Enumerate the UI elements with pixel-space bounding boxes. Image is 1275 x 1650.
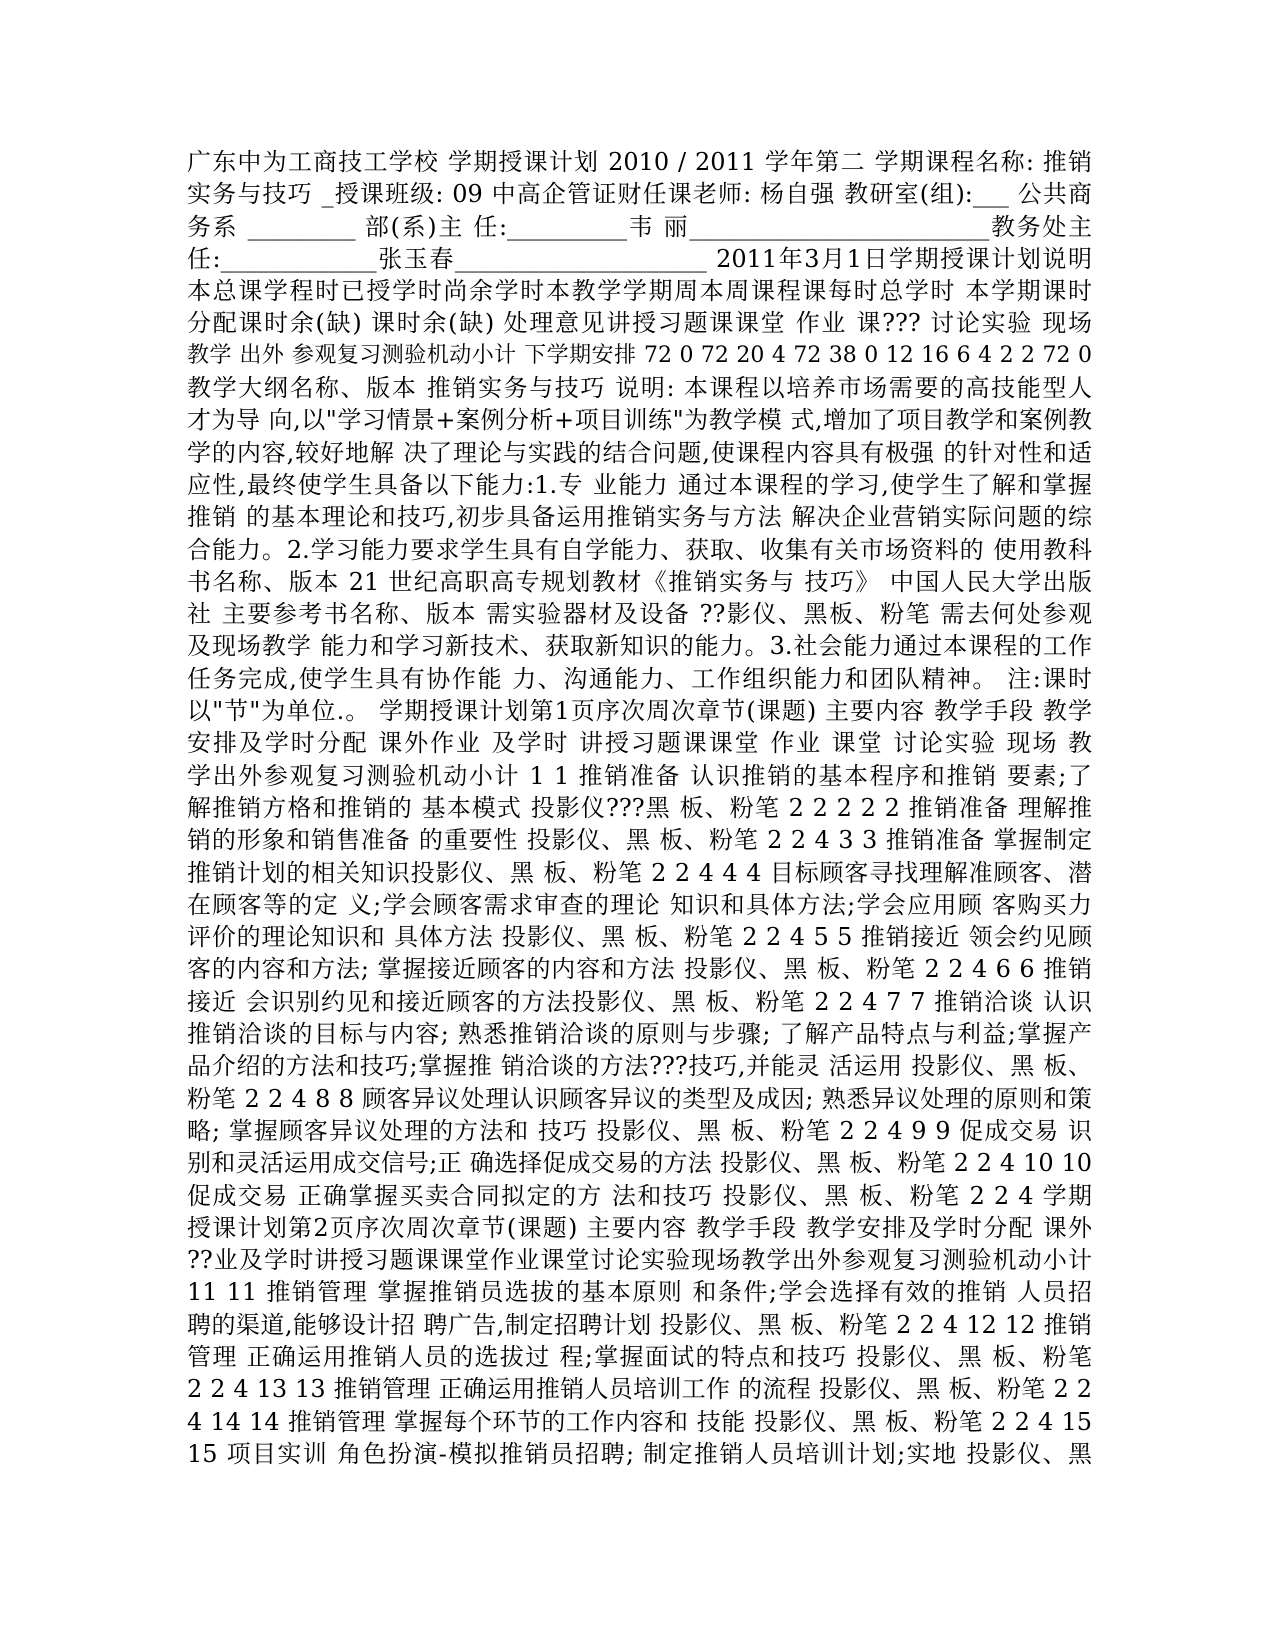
text-line: 授课计划第2页序次周次章节(课题) 主要内容 教学手段 教学安排及学时分配 课外 [187,1213,1092,1242]
text-line: 社 主要参考书名称、版本 需实验器材及设备 ??影仪、黑板、粉笔 需去何处参观 [187,600,1092,629]
text-line: 实务与技巧 _授课班级: 09 中高企管证财任课老师: 杨自强 教研室(组):___ 公共商 [187,180,1092,209]
text-line: 合能力。2.学习能力要求学生具有自学能力、获取、收集有关市场资料的 使用教科 [187,535,1092,564]
text-line: 教学大纲名称、版本 推销实务与技巧 说明: 本课程以培养市场需要的高技能型人 [187,374,1092,403]
text-line: 学的内容,较好地解 决了理论与实践的结合问题,使课程内容具有极强 的针对性和适 [187,438,1092,467]
text-line: 广东中为工商技工学校 学期授课计划 2010 / 2011 学年第二 学期课程名称: 推销 [187,148,1092,176]
text-line: 15 项目实训 角色扮演-模拟推销员招聘; 制定推销人员培训计划;实地 投影仪、黑 [187,1439,1092,1468]
text-line: 任:_____________张玉春_____________________ 2011年3月1日学期授课计划说明 [187,244,1092,273]
text-line: 解推销方格和推销的 基本模式 投影仪???黑 板、粉笔 2 2 2 2 2 推销准备 理解推 [187,793,1092,822]
text-line: 2 2 4 13 13 推销管理 正确运用推销人员培训工作 的流程 投影仪、黑 板、粉笔 2 2 [187,1375,1092,1404]
text-line: ??业及学时讲授习题课课堂作业课堂讨论实验现场教学出外参观复习测验机动小计 [187,1246,1092,1275]
text-line: 推销计划的相关知识投影仪、黑 板、粉笔 2 2 4 4 4 目标顾客寻找理解准顾客、潜 [187,858,1092,887]
text-line: 粉笔 2 2 4 8 8 顾客异议处理认识顾客异议的类型及成因; 熟悉异议处理的原则和策 [187,1084,1092,1113]
text-line: 聘的渠道,能够设计招 聘广告,制定招聘计划 投影仪、黑 板、粉笔 2 2 4 12 12 推销 [187,1310,1092,1339]
document-body-text [187,146,1092,1470]
text-line: 书名称、版本 21 世纪高职高专规划教材《推销实务与 技巧》 中国人民大学出版 [187,567,1092,596]
text-line: 11 11 推销管理 掌握推销员选拔的基本原则 和条件;学会选择有效的推销 人员招 [187,1278,1092,1307]
text-line: 管理 正确运用推销人员的选拔过 程;掌握面试的特点和技巧 投影仪、黑 板、粉笔 [187,1342,1092,1371]
text-line: 接近 会识别约见和接近顾客的方法投影仪、黑 板、粉笔 2 2 4 7 7 推销洽谈 认识 [187,987,1092,1016]
text-line: 教学 出外 参观复习测验机动小计 下学期安排 72 0 72 20 4 72 38 0 12 16 6 4 2 2 72 0 [187,342,1092,368]
text-line: 及现场教学 能力和学习新技术、获取新知识的能力。3.社会能力通过本课程的工作 [187,632,1092,661]
text-line: 学出外参观复习测验机动小计 1 1 推销准备 认识推销的基本程序和推销 要素;了 [187,761,1092,790]
text-line: 分配课时余(缺) 课时余(缺) 处理意见讲授习题课课堂 作业 课??? 讨论实验 现场 [187,309,1092,338]
text-line: 品介绍的方法和技巧;掌握推 销洽谈的方法???技巧,并能灵 活运用 投影仪、黑 板、 [187,1052,1092,1081]
text-line: 本总课学程时已授学时尚余学时本教学学期周本周课程课每时总学时 本学期课时 [187,277,1092,306]
text-line: 务系 _________ 部(系)主 任:__________韦 丽_________________________教务处主 [187,212,1092,241]
text-line: 别和灵活运用成交信号;正 确选择促成交易的方法 投影仪、黑 板、粉笔 2 2 4 10 10 [187,1149,1092,1178]
text-line: 客的内容和方法; 掌握接近顾客的内容和方法 投影仪、黑 板、粉笔 2 2 4 6 6 推销 [187,955,1092,984]
text-line: 任务完成,使学生具有协作能 力、沟通能力、工作组织能力和团队精神。 注:课时 [187,664,1092,693]
text-line: 评价的理论知识和 具体方法 投影仪、黑 板、粉笔 2 2 4 5 5 推销接近 领会约见顾 [187,923,1092,952]
text-line: 销的形象和销售准备 的重要性 投影仪、黑 板、粉笔 2 2 4 3 3 推销准备 掌握制定 [187,826,1092,855]
text-line: 应性,最终使学生具备以下能力:1.专 业能力 通过本课程的学习,使学生了解和掌握 [187,470,1092,499]
text-line: 推销 的基本理论和技巧,初步具备运用推销实务与方法 解决企业营销实际问题的综 [187,503,1092,532]
text-line: 安排及学时分配 课外作业 及学时 讲授习题课课堂 作业 课堂 讨论实验 现场 教 [187,729,1092,758]
text-line: 略; 掌握顾客异议处理的方法和 技巧 投影仪、黑 板、粉笔 2 2 4 9 9 促成交易 识 [187,1116,1092,1145]
text-line: 4 14 14 推销管理 掌握每个环节的工作内容和 技能 投影仪、黑 板、粉笔 2 2 4 15 [187,1407,1092,1436]
text-line: 在顾客等的定 义;学会顾客需求审查的理论 知识和具体方法;学会应用顾 客购买力 [187,890,1092,919]
text-line: 促成交易 正确掌握买卖合同拟定的方 法和技巧 投影仪、黑 板、粉笔 2 2 4 学期 [187,1181,1092,1210]
text-line: 推销洽谈的目标与内容; 熟悉推销洽谈的原则与步骤; 了解产品特点与利益;掌握产 [187,1020,1092,1049]
text-line: 才为导 向,以"学习情景+案例分析+项目训练"为教学模 式,增加了项目教学和案例教 [187,406,1092,435]
text-line: 以"节"为单位.。 学期授课计划第1页序次周次章节(课题) 主要内容 教学手段 教学 [187,697,1092,726]
